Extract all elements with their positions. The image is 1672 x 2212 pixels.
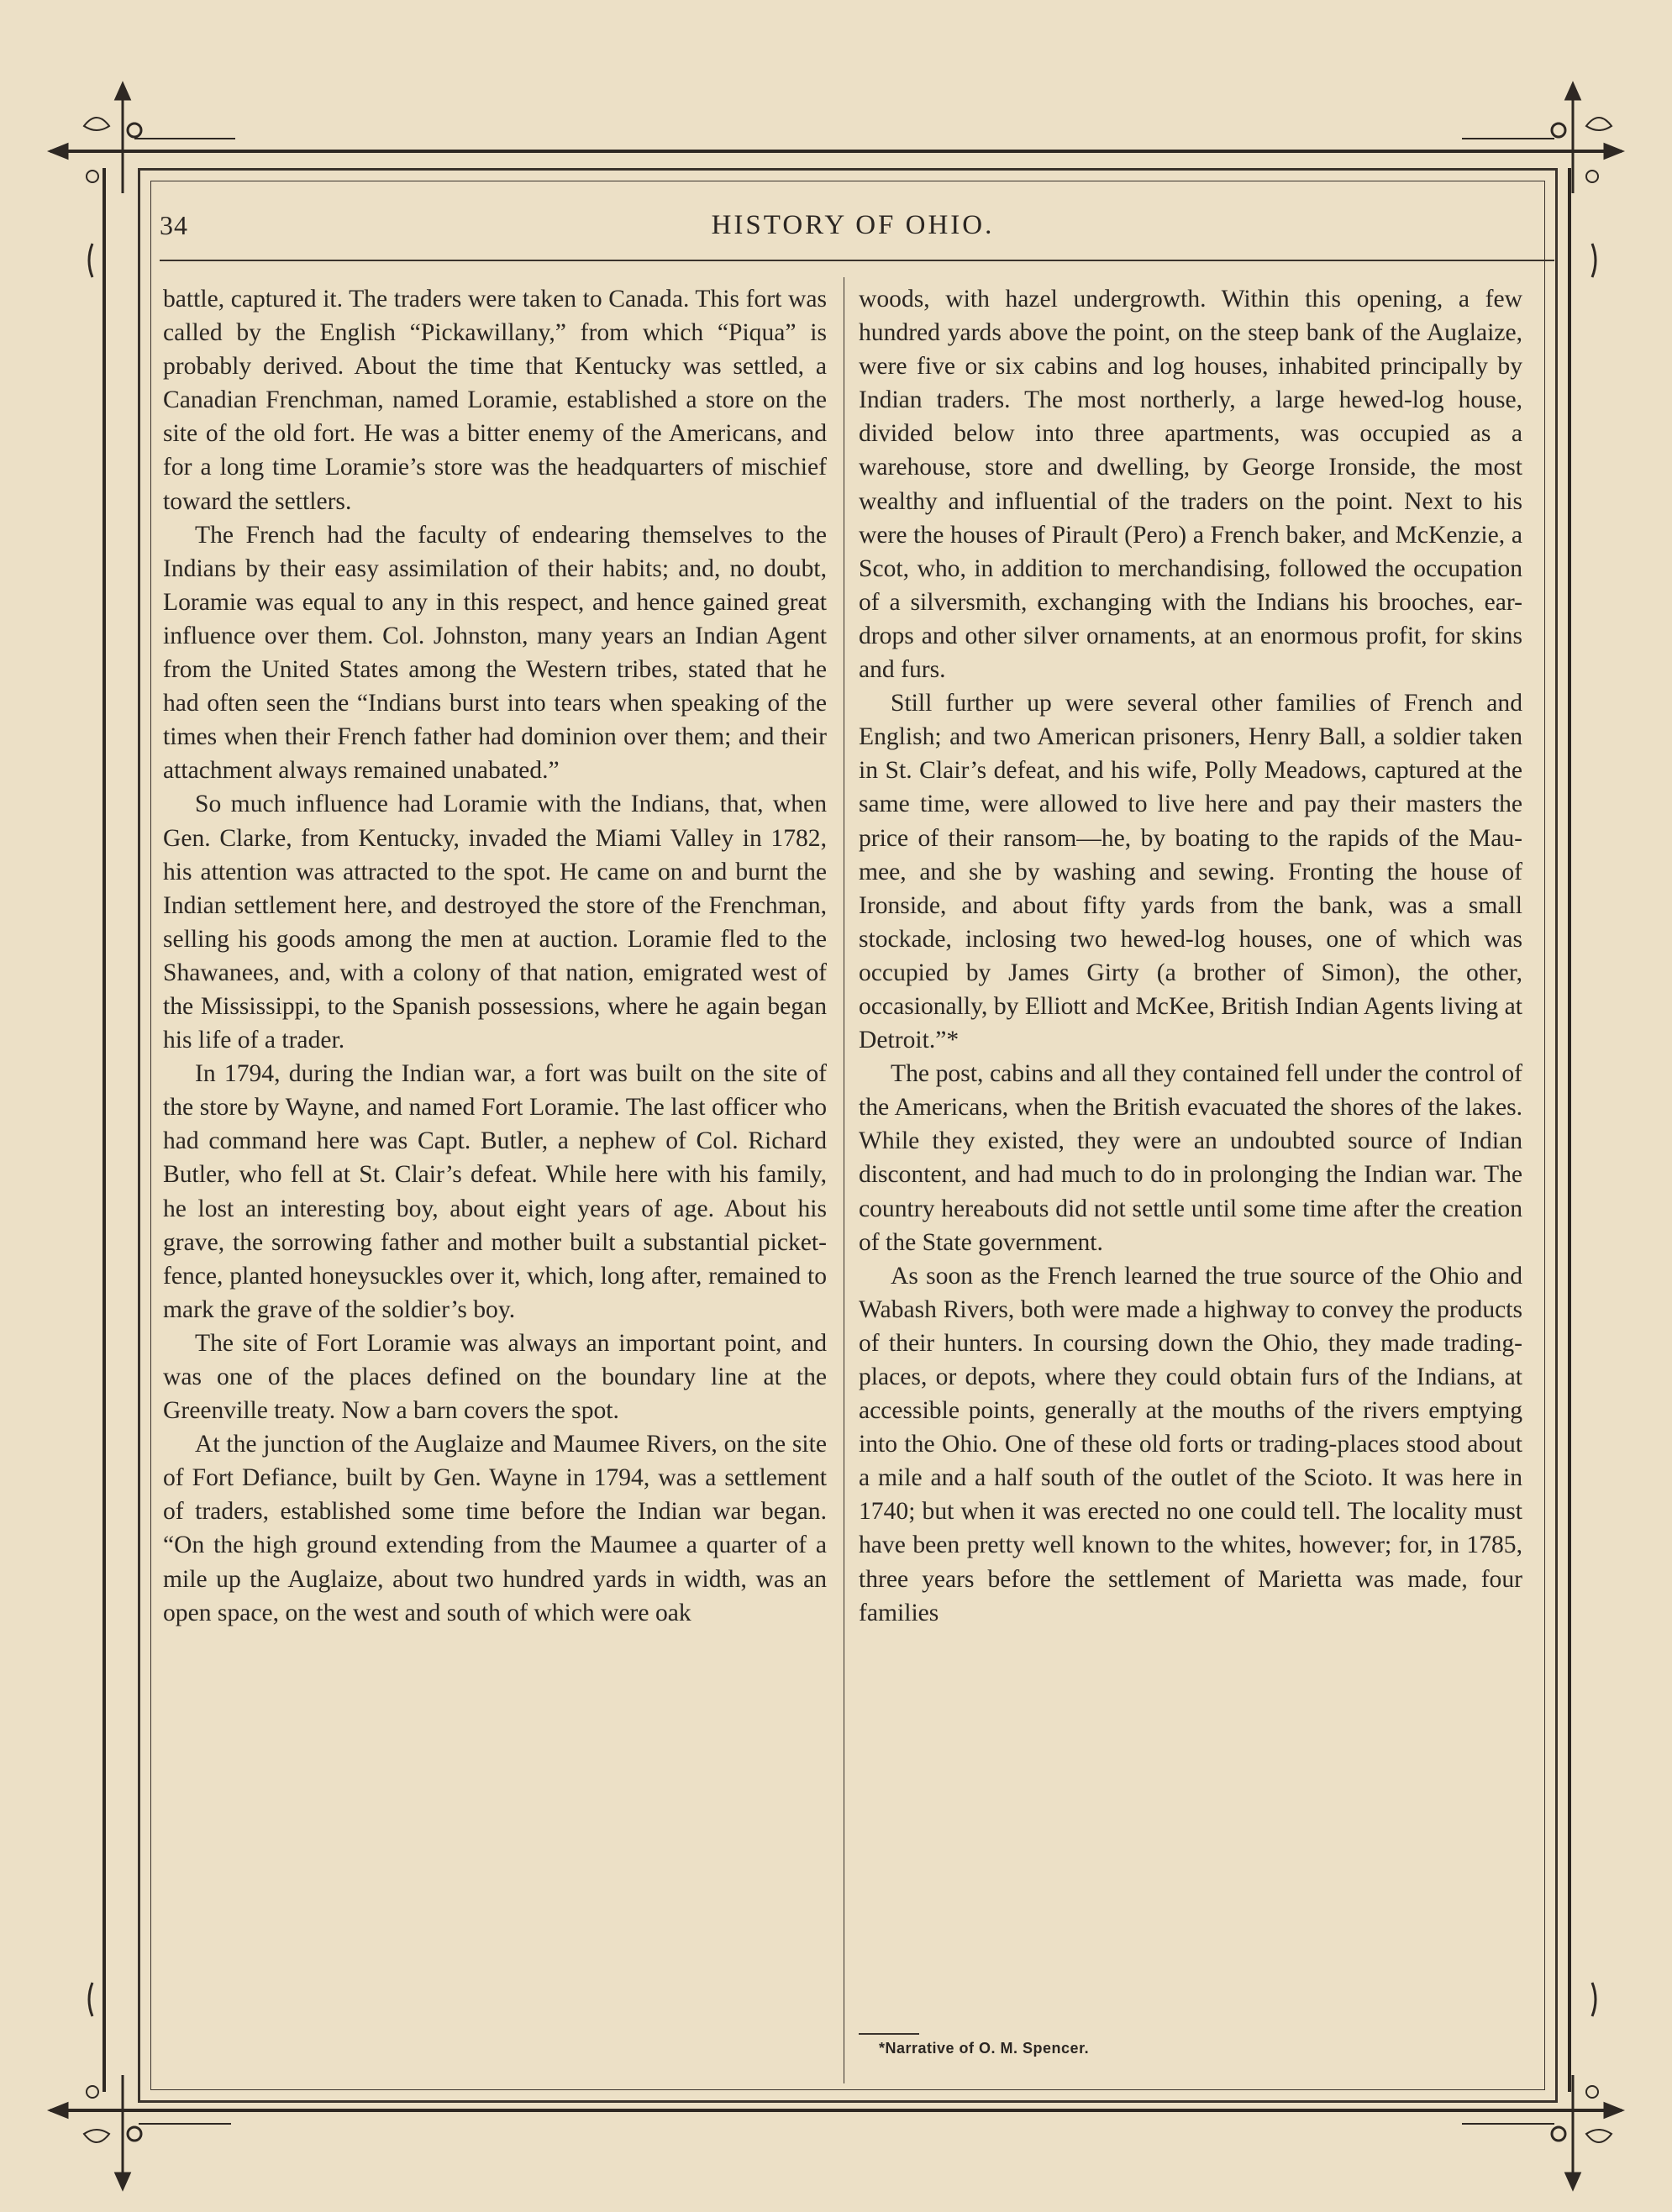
paragraph: At the junction of the Auglaize and Maumee Rivers, on the site of Fort Defiance, built by Gen. Wayne in 1794, was a settlement of traders, established some time before the Indian war began. “On the high ground extending from the Maumee a quarter of a mile up the Auglaize, about two hundred yards in width, was an open space, on the west and south of which were oak <box>163 1431 827 1626</box>
paragraph: So much influence had Loramie with the Indians, that, when Gen. Clarke, from Kentucky, invaded the Miami Valley in 1782, his attention was attracted to the spot. He came on and burnt the Indian settlement here, and destroyed the store of the Frenchman, selling his goods among the men at auction. Loramie fled to the Shawanees, and, with a colony of that nation, emigrated west of the Mississippi, to the Spanish possessions, where he again began his life of a trader. <box>163 791 827 1054</box>
paragraph: Still further up were several other families of French and English; and two American prisoners, Henry Ball, a soldier taken in St. Clair’s defeat, and his wife, Polly Meadows, captured at the same time, were allowed to live here and pay their masters the price of their ransom—he, by boating to the rapids of the Maumee, and she by washing and sewing. Fronting the house of Ironside, and about fifty yards from the bank, was a small stockade, inclosing two hewed-log houses, one of which was occupied by James Girty (a brother of Simon), the other, occasionally, by Elliott and McKee, British Indian Agents living at Detroit.”* <box>859 690 1522 1054</box>
left-column <box>163 282 827 1630</box>
page-header <box>160 210 1546 254</box>
paragraph: The site of Fort Loramie was always an important point, and was one of the places defined on the boundary line at the Greenville treaty. Now a barn covers the spot. <box>163 1329 827 1425</box>
paragraph: In 1794, during the Indian war, a fort was built on the site of the store by Wayne, and named Fort Loramie. The last officer who had command here was Capt. Butler, a nephew of Col. Richard Butler, who fell at St. Clair’s defeat. While here with his family, he lost an interesting boy, about eight years of age. About his grave, the sorrowing father and mother built a substantial picket-fence, planted honeysuckles over it, which, long after, remained to mark the grave of the soldier’s boy. <box>163 1060 827 1323</box>
page-number: 34 <box>160 210 188 240</box>
running-title: HISTORY OF OHIO. <box>711 210 995 240</box>
paragraph: battle, captured it. The traders were taken to Canada. This fort was called by the English “Pickawillany,” from which “Piqua” is probably derived. About the time that Kentucky was settled, a Canadian Frenchman, named Loramie, established a store on the site of the old fort. He was a bitter enemy of the Americans, and for a long time Loramie’s store was the headquarters of mischief toward the settlers. <box>163 286 827 515</box>
paragraph: woods, with hazel undergrowth. Within this opening, a few hundred yards above the point, on the steep bank of the Auglaize, were five or six cabins and log houses, inhabited principally by Indian traders. The most northerly, a large hewed-log house, divided below into three apartments, was occupied as a warehouse, store and dwelling, by George Ironside, the most wealthy and influential of the traders on the point. Next to his were the houses of Pirault (Pero) a French baker, and McKenzie, a Scot, who, in addition to merchandising, followed the occupation of a silversmith, exchanging with the Indians his brooches, ear-drops and other silver ornaments, at an enormous profit, for skins and furs. <box>859 286 1522 684</box>
paragraph: The post, cabins and all they contained fell under the control of the Americans, when the British evacuated the shores of the lakes. While they existed, they were an undoubted source of Indian discontent, and had much to do in prolonging the Indian war. The country hereabouts did not settle until some time after the creation of the State government. <box>859 1060 1522 1256</box>
paragraph: The French had the faculty of endearing themselves to the Indians by their easy assimilation of their habits; and, no doubt, Loramie was equal to any in this respect, and hence gained great influence over them. Col. Johnston, many years an Indian Agent from the United States among the Western tribes, stated that he had often seen the “Indians burst into tears when speaking of the times when their French father had dominion over them; and their attachment always remained unabated.” <box>163 521 827 785</box>
right-column <box>859 282 1522 1630</box>
footnote-rule <box>859 2033 919 2035</box>
header-rule <box>160 260 1554 261</box>
footnote: *Narrative of O. M. Spencer. <box>879 2040 1090 2057</box>
paragraph: As soon as the French learned the true source of the Ohio and Wabash Rivers, both were made a highway to convey the products of their hunters. In coursing down the Ohio, they made trading-places, or depots, where they could obtain furs of the Indians, at accessible points, generally at the mouths of the rivers emptying into the Ohio. One of these old forts or trading-places stood about a mile and a half south of the outlet of the Scioto. It was here in 1740; but when it was erected no one could tell. The locality must have been pretty well known to the whites, however; for, in 1785, three years before the settlement of Marietta was made, four families <box>859 1262 1522 1626</box>
